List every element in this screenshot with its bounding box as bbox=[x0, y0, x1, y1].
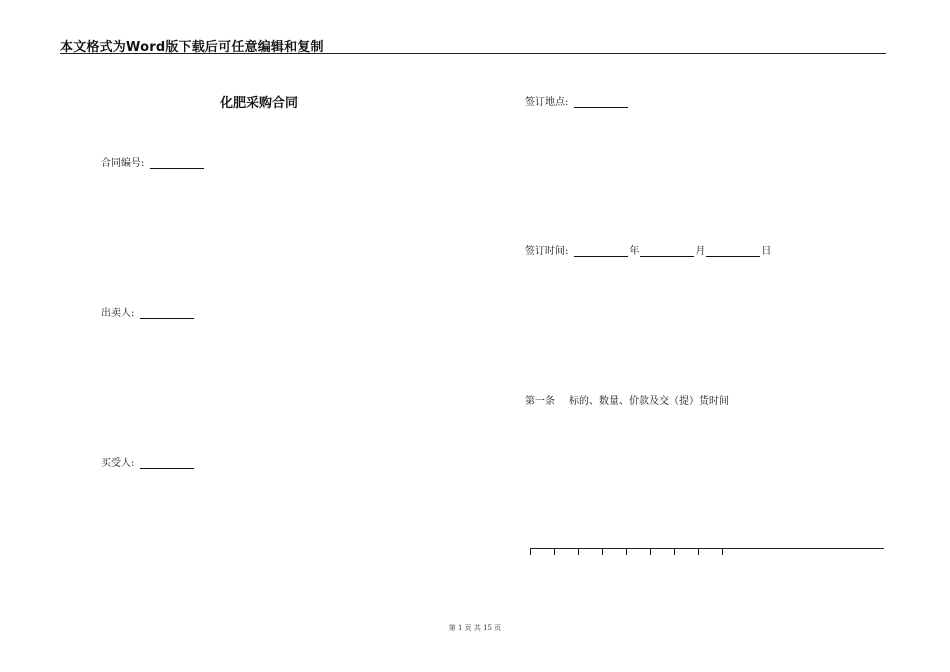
month-label: 月 bbox=[695, 246, 706, 257]
buyer-blank[interactable] bbox=[140, 457, 194, 469]
table-column-divider bbox=[530, 548, 531, 555]
seller-label: 出卖人: bbox=[101, 308, 135, 319]
contract-number-label: 合同编号: bbox=[101, 158, 145, 169]
contract-title: 化肥采购合同 bbox=[220, 96, 299, 111]
goods-table-top-edge bbox=[530, 548, 884, 556]
table-column-divider bbox=[554, 548, 555, 555]
table-column-divider bbox=[674, 548, 675, 555]
table-column-divider bbox=[578, 548, 579, 555]
article-1-title: 标的、数量、价款及交（提）货时间 bbox=[569, 396, 729, 407]
sign-place-blank[interactable] bbox=[574, 96, 628, 108]
table-column-divider bbox=[650, 548, 651, 555]
table-column-divider bbox=[698, 548, 699, 555]
contract-number-blank[interactable] bbox=[150, 157, 204, 169]
year-label: 年 bbox=[629, 246, 640, 257]
seller-field bbox=[101, 304, 195, 319]
buyer-field bbox=[101, 454, 195, 469]
contract-number-field bbox=[101, 154, 205, 169]
sign-place-label: 签订地点: bbox=[525, 97, 569, 108]
sign-day-blank[interactable] bbox=[706, 245, 760, 257]
article-1-heading bbox=[525, 392, 729, 407]
table-top-border bbox=[530, 548, 884, 549]
document-header: 本文格式为Word版下载后可任意编辑和复制 bbox=[60, 40, 324, 55]
day-label: 日 bbox=[761, 246, 772, 257]
table-column-divider bbox=[602, 548, 603, 555]
sign-time-label: 签订时间: bbox=[525, 246, 569, 257]
buyer-label: 买受人: bbox=[101, 458, 135, 469]
table-column-divider bbox=[722, 548, 723, 555]
sign-place-field bbox=[525, 93, 629, 108]
table-column-divider bbox=[626, 548, 627, 555]
sign-time-field bbox=[525, 242, 771, 257]
page-indicator: 第 1 页 共 15 页 bbox=[448, 624, 502, 632]
sign-month-blank[interactable] bbox=[640, 245, 694, 257]
sign-year-blank[interactable] bbox=[574, 245, 628, 257]
seller-blank[interactable] bbox=[140, 307, 194, 319]
article-1-number: 第一条 bbox=[525, 396, 555, 407]
header-divider bbox=[60, 53, 886, 54]
